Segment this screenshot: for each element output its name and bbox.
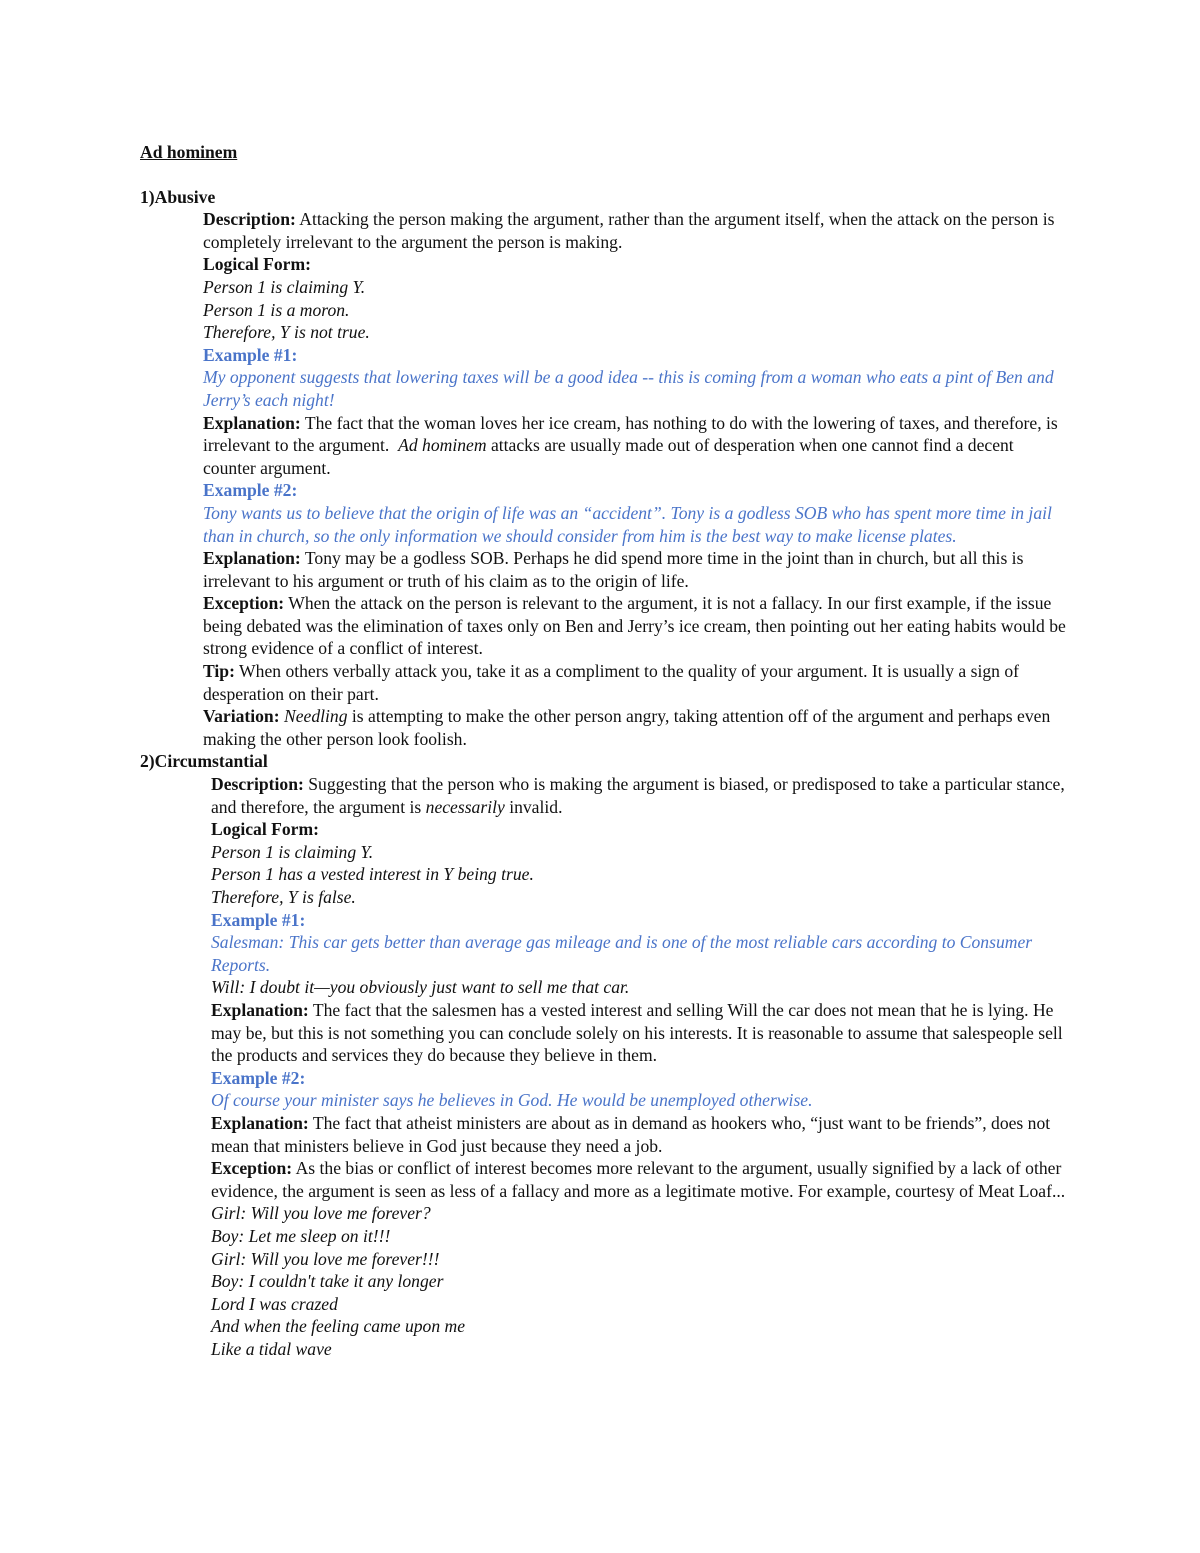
explanation-text: The fact that the woman loves her ice cream, has nothing to do with the lowering of taxes, and therefore, is irrelevant to the argument.: [203, 412, 1058, 456]
abusive-description: [203, 208, 1069, 253]
explanation-text: attacks are usually made out of desperation when one cannot find a decent counter argument.: [203, 435, 1014, 478]
description-label: Description:: [211, 774, 304, 795]
logical-form-line: Person 1 is claiming Y.: [203, 276, 366, 297]
logical-form-label: Logical Form:: [211, 819, 319, 840]
exception-text: As the bias or conflict of interest becomes more relevant to the argument, usually signified by a lack of other evidence, the argument is seen as less of a fallacy and more as a legitimate motive. For example, courtesy of Meat Loaf...: [211, 1158, 1066, 1201]
section-heading-abusive: 1)Abusive: [140, 186, 216, 207]
logical-form-line: Therefore, Y is not true.: [203, 322, 370, 343]
explanation-2: [203, 547, 1069, 592]
exception: [203, 592, 1069, 660]
variation-italic: Needling: [283, 706, 348, 727]
explanation-label: Explanation:: [211, 1112, 309, 1133]
exception-label: Exception:: [211, 1158, 293, 1179]
section-heading-circumstantial: 2)Circumstantial: [140, 751, 268, 772]
variation-text: is attempting to make the other person angry, taking attention off of the argument and perhaps even making the other person look foolish.: [203, 706, 1051, 749]
description-italic: necessarily: [425, 796, 505, 817]
example-1-label: Example #1:: [211, 909, 306, 930]
logical-form-label: Logical Form:: [203, 254, 311, 275]
example-2-text: Of course your minister says he believes in God. He would be unemployed otherwise.: [211, 1090, 813, 1111]
variation: [203, 705, 1069, 750]
document-title: Ad hominem: [140, 142, 238, 162]
exception-text: When the attack on the person is relevant to the argument, it is not a fallacy. In our first example, if the issue being debated was the elimination of taxes only on Ben and Jerry’s ice cream, then pointing out her eating habits would be strong evidence of a conflict of interest.: [203, 593, 1066, 659]
example-1-label: Example #1:: [203, 344, 298, 365]
section-abusive-body: [203, 208, 1069, 750]
description-label: Description:: [203, 209, 296, 230]
explanation-italic: Ad hominem: [398, 435, 487, 456]
lyric-line: And when the feeling came upon me: [211, 1316, 466, 1337]
description-text: Attacking the person making the argument, rather than the argument itself, when the attack on the person is completely irrelevant to the argument the person is making.: [203, 209, 1055, 252]
lyric-line: Lord I was crazed: [211, 1293, 338, 1314]
lyric-line: Girl: Will you love me forever?: [211, 1203, 431, 1224]
logical-form-line: Therefore, Y is false.: [211, 887, 356, 907]
variation-label: Variation:: [203, 706, 280, 727]
description-text: invalid.: [509, 796, 563, 817]
explanation-text: The fact that the salesmen has a vested interest and selling Will the car does not mean that he is lying. He may be, but this is not something you can conclude solely on his interests. It is reasonable to assume that salespeople sell the products and services they do because they believe in them.: [211, 999, 1063, 1066]
example-1-text: My opponent suggests that lowering taxes will be a good idea -- this is coming from a woman who eats a pint of Ben and Jerry’s each night!: [203, 367, 1054, 410]
logical-form-line: Person 1 has a vested interest in Y being true.: [211, 864, 534, 885]
section-circumstantial-body: [211, 773, 1069, 1360]
lyric-line: Boy: Let me sleep on it!!!: [211, 1225, 391, 1246]
explanation-text: Tony may be a godless SOB. Perhaps he did spend more time in the joint than in church, but all this is irrelevant to his argument or truth of his claim as to the origin of life.: [203, 548, 1024, 591]
tip-label: Tip:: [203, 661, 235, 682]
explanation-2: [211, 1112, 1069, 1157]
document-page: [140, 141, 1080, 1360]
explanation-text: The fact that atheist ministers are about as in demand as hookers who, “just want to be friends”, does not mean that ministers believe in God just because they need a job.: [211, 1112, 1051, 1156]
description-text: Suggesting that the person who is making the argument is biased, or predisposed to take a particular stance, and therefore, the argument is: [211, 774, 1065, 817]
lyric-line: Like a tidal wave: [211, 1338, 332, 1359]
circumstantial-description: [211, 773, 1069, 818]
explanation-label: Explanation:: [203, 548, 301, 569]
exception-label: Exception:: [203, 593, 285, 614]
example-1-reply: Will: I doubt it—you obviously just want to sell me that car.: [211, 977, 630, 998]
tip: [203, 660, 1069, 705]
example-2-text: Tony wants us to believe that the origin of life was an “accident”. Tony is a godless SOB who has spent more time in jail than in church, so the only information we should consider from him is the best way to make license plates.: [203, 502, 1052, 546]
tip-text: When others verbally attack you, take it as a compliment to the quality of your argument. It is usually a sign of desperation on their part.: [203, 661, 1020, 704]
logical-form-line: Person 1 is a moron.: [203, 299, 350, 320]
example-1-text: Salesman: This car gets better than average gas mileage and is one of the most reliable cars according to Consumer Reports.: [211, 932, 1033, 975]
explanation-label: Explanation:: [211, 999, 309, 1020]
logical-form-line: Person 1 is claiming Y.: [211, 841, 374, 862]
lyric-line: Boy: I couldn't take it any longer: [211, 1271, 444, 1292]
example-2-label: Example #2:: [203, 480, 298, 501]
explanation-1: [203, 412, 1069, 480]
explanation-label: Explanation:: [203, 412, 301, 433]
lyric-line: Girl: Will you love me forever!!!: [211, 1248, 440, 1269]
exception: [211, 1157, 1069, 1202]
explanation-1: [211, 999, 1069, 1067]
example-2-label: Example #2:: [211, 1067, 306, 1088]
